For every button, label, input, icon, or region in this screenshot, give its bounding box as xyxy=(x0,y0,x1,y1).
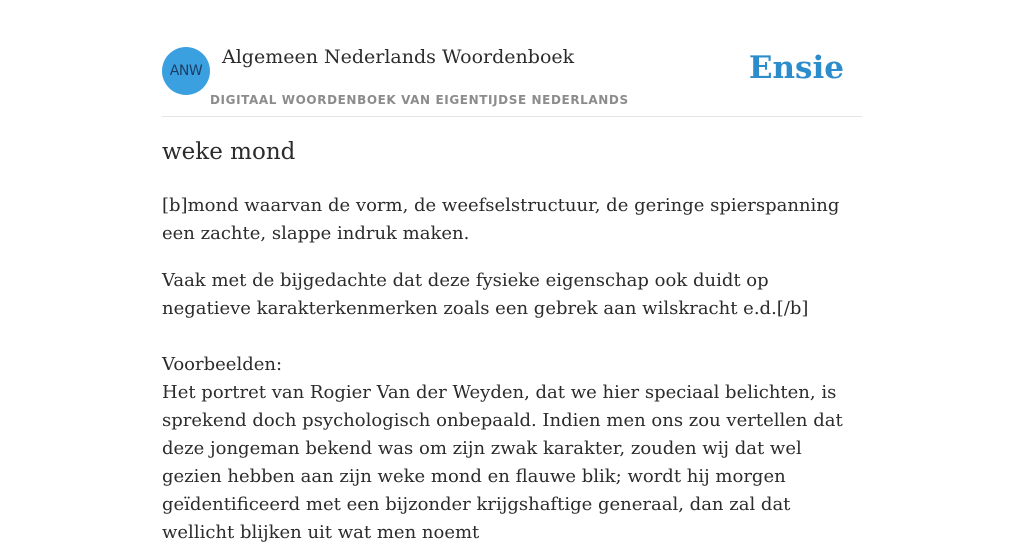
ensie-brand-logo[interactable]: Ensie xyxy=(748,50,844,86)
examples-label: Voorbeelden: xyxy=(162,354,283,375)
example-text: Het portret van Rogier Van der Weyden, dat we hier speciaal belichten, is sprekend doch psychologisch onbepaald. Indien men ons zou vertellen dat deze jongeman bekend was om zijn zwak karakter, zouden wij dat wel gezien hebben aan zijn weke mond en flauwe blik; wordt hij morgen geïdentificeerd met een bijzonder krijgshaftige generaal, dan zal dat wellicht blijken uit wat men noemt xyxy=(162,382,843,543)
logo-text: ANW xyxy=(169,63,203,79)
definition-paragraph: [b]mond waarvan de vorm, de weefselstructuur, de geringe spierspanning een zachte, slappe indruk maken. xyxy=(162,195,840,244)
entry-title: weke mond xyxy=(162,139,296,165)
site-subtitle: DIGITAAL WOORDENBOEK VAN EIGENTIJDSE NEDERLANDS xyxy=(210,93,629,107)
site-title[interactable]: Algemeen Nederlands Woordenboek xyxy=(222,46,575,68)
definition-note-paragraph: Vaak met de bijgedachte dat deze fysieke eigenschap ook duidt op negatieve karakterkenmerken zoals een gebrek aan wilskracht e.d.[/b] xyxy=(162,270,809,319)
site-header xyxy=(162,0,862,117)
entry-content xyxy=(162,192,862,547)
anw-logo[interactable] xyxy=(162,47,210,95)
page-container xyxy=(162,0,862,543)
